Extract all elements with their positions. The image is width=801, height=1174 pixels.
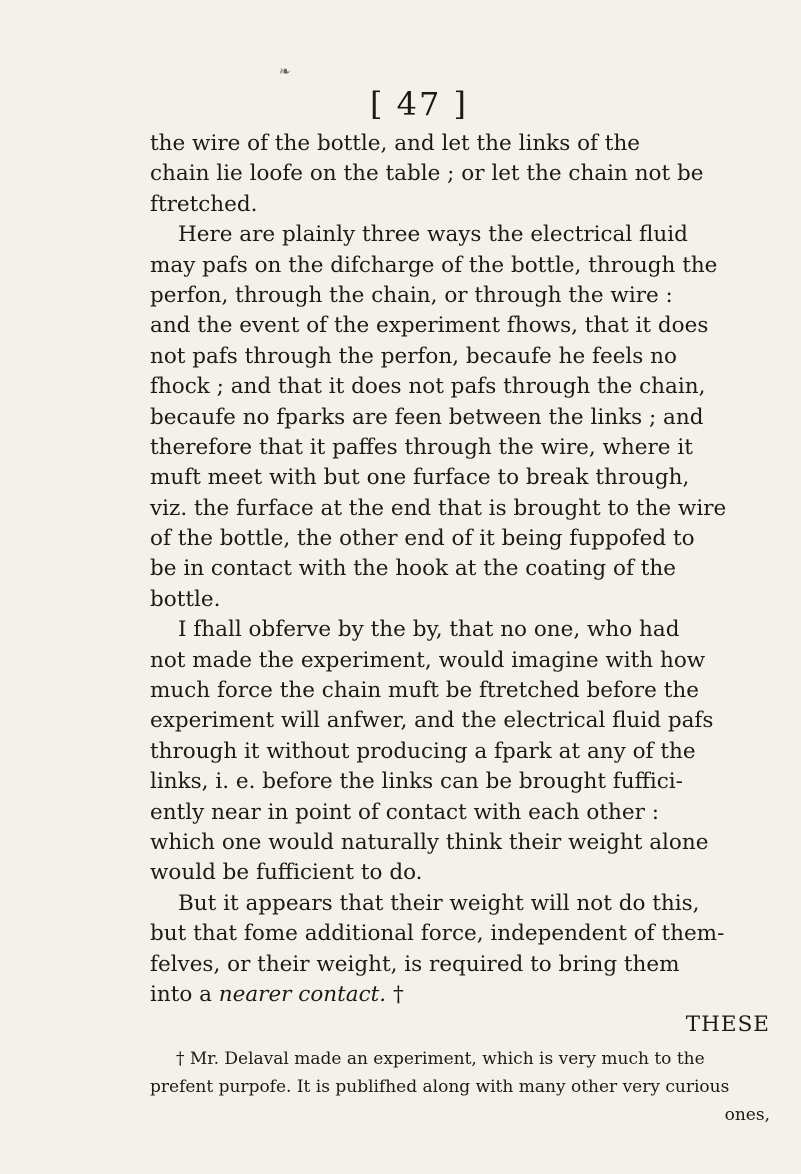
body-line-1: the wire of the bottle, and let the links of the [150,131,641,156]
body-line-20: experiment will anfwer, and the electrical fluid pafs [150,708,714,734]
footnote [150,1045,770,1129]
last-line-prefix: into a [150,981,219,1007]
page-number: [ 47 ] [370,85,469,123]
body-line-14: of the bottle, the other end of it being fuppofed to [150,526,695,552]
body-line-12: muft meet with but one furface to break through, [150,465,690,491]
body-line-9: fhock ; and that it does not pafs through the chain, [150,374,706,400]
footnote-catchword: ones, [724,1105,770,1125]
last-line-italic: nearer contact. [218,981,387,1007]
body-line-19: much force the chain muft be ftretched before the [150,678,699,704]
footnote-line-2: prefent purpofe. It is publifhed along with many other very curious [150,1077,730,1097]
body-line-5: may pafs on the difcharge of the bottle, through the [150,252,718,278]
body-line-28: felves, or their weight, is required to bring them [150,951,680,977]
body-line-27: but that fome additional force, independent of them- [150,921,725,947]
body-line-7: and the event of the experiment fhows, that it does [150,313,709,339]
body-text [150,129,770,1041]
body-line-8: not pafs through the perfon, becaufe he feels no [150,343,677,369]
body-line-3: ftretched. [150,191,258,217]
body-line-26: But it appears that their weight will not do this, [178,890,700,916]
top-ornament-mark: ❧ [279,64,291,80]
body-line-24: which one would naturally think their weight alone [150,829,709,855]
body-line-2: chain lie loofe on the table ; or let the chain not be [150,161,704,187]
body-line-4: Here are plainly three ways the electrical fluid [178,222,688,248]
body-line-13: viz. the furface at the end that is brought to the wire [150,495,727,521]
page-catchword: THESE [685,1012,770,1038]
body-line-16: bottle. [150,586,221,612]
body-line-23: ently near in point of contact with each other : [150,799,659,825]
body-line-6: perfon, through the chain, or through the wire : [150,282,673,308]
body-line-25: would be fufficient to do. [150,860,423,886]
footnote-reference-mark: † [386,981,404,1007]
body-line-17: I fhall obferve by the by, that no one, who had [178,617,680,643]
body-line-18: not made the experiment, would imagine with how [150,647,706,673]
body-line-11: therefore that it paffes through the wire, where it [150,434,693,460]
body-line-21: through it without producing a fpark at any of the [150,738,696,764]
body-line-29 [150,980,770,1010]
footnote-line-1: † Mr. Delaval made an experiment, which is very much to the [176,1049,705,1069]
body-line-10: becaufe no fparks are feen between the links ; and [150,404,704,430]
body-line-15: be in contact with the hook at the coating of the [150,556,676,582]
body-line-22: links, i. e. before the links can be brought fuffici- [150,769,683,795]
